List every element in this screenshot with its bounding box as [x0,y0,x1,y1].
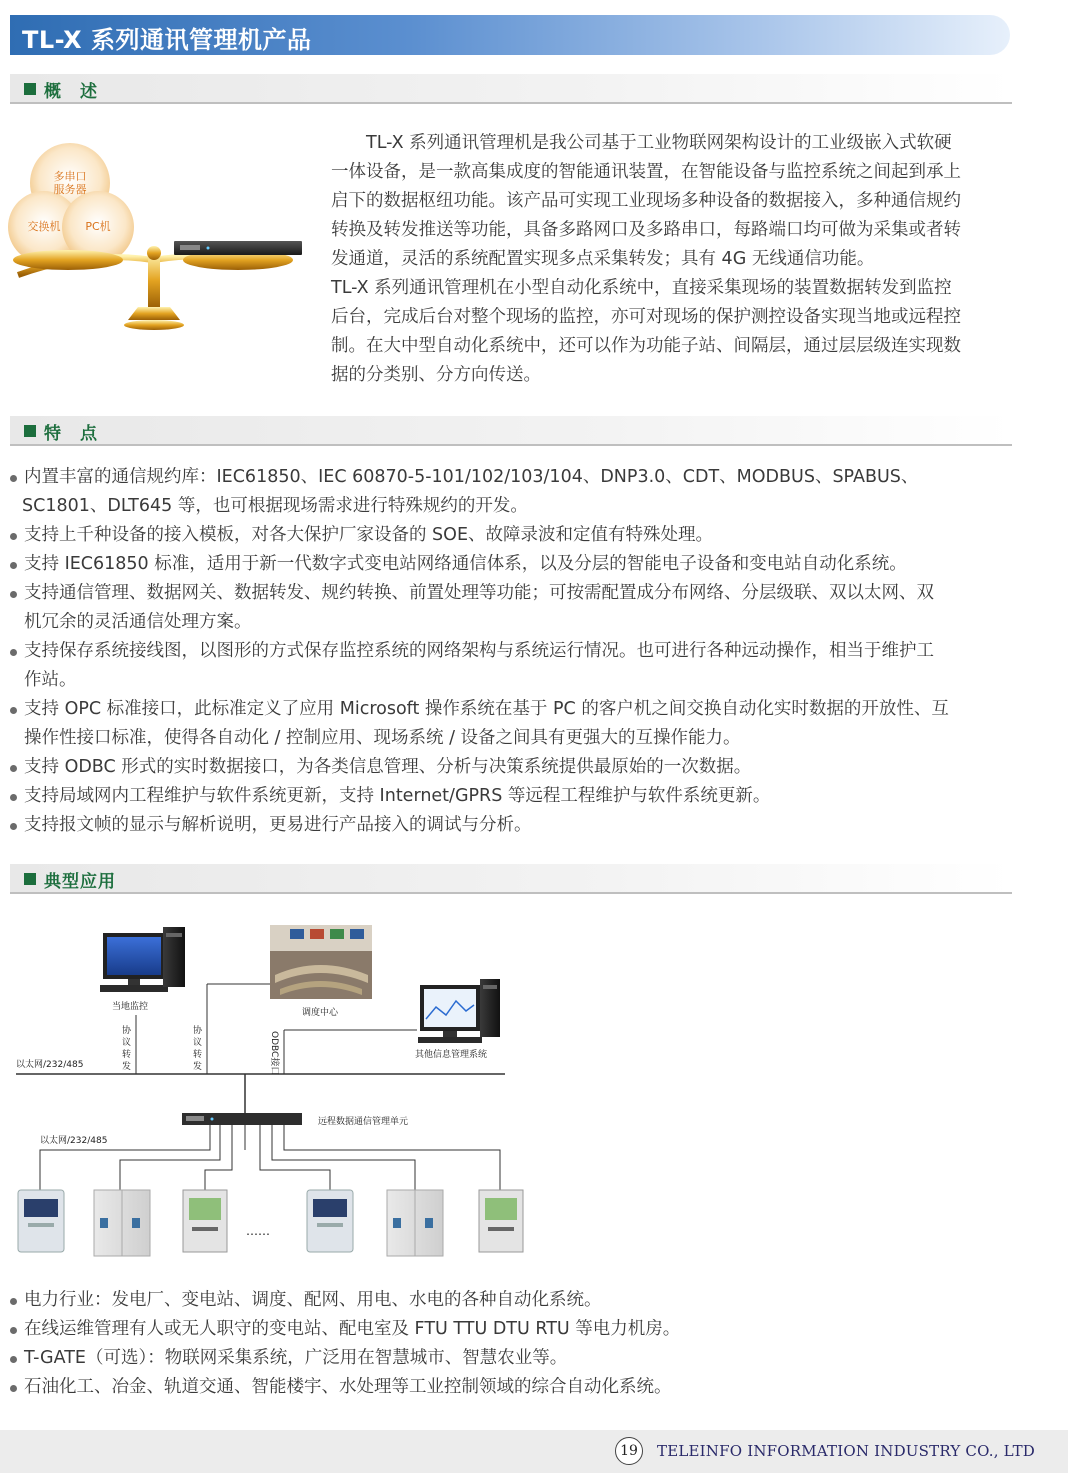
label-ethernet-bottom: 以太网/232/485 [40,1136,108,1146]
balance-pan-left [13,250,123,270]
feature-line: 内置丰富的通信规约库：IEC61850、IEC 60870-5-101/102/103/104、DNP3.0、CDT、MODBUS、SPABUS、 [24,467,919,487]
page-number: 19 [615,1437,643,1465]
feature-item [10,637,1015,695]
overview-line: 据的分类别、分方向传送。 [331,365,541,385]
meter-device-2 [307,1190,353,1252]
section-heading-label: 特 点 [44,424,98,444]
overview-paragraph [331,129,1021,390]
label-ethernet-top: 以太网/232/485 [16,1060,84,1070]
company-name: TELEINFO INFORMATION INDUSTRY CO., LTD [657,1442,1036,1460]
branch-meter-2 [260,1125,330,1190]
other-info-system-computer [418,979,500,1043]
section-heading-features [10,416,1012,446]
application-item: 电力行业：发电厂、变电站、调度、配网、用电、水电的各种自动化系统。 [10,1286,1015,1315]
page-footer [0,1430,1068,1473]
overview-line: 转换及转发推送等功能，具备多路网口及多路串口，每路端口均可做为采集或者转 [331,220,961,240]
section-square-icon [24,873,36,885]
applications-list [10,1286,1015,1402]
label-protocol-forward-2: 协议转发 [193,1026,203,1072]
devices-ellipsis: …… [246,1224,270,1238]
overview-line: 制。在大中型自动化系统中，还可以作为功能子站、间隔层，通过层层级连实现数 [331,336,961,356]
feature-line: 机冗余的灵活通信处理方案。 [24,612,252,632]
local-monitor-computer [100,927,185,992]
cabinet-device-2 [387,1190,443,1256]
feature-item [10,753,1015,782]
feature-line: 支持 ODBC 形式的实时数据接口，为各类信息管理、分析与决策系统提供最原始的一次数据。 [24,757,752,777]
section-heading-label: 典型应用 [44,872,116,892]
section-heading-overview [10,74,1012,104]
feature-item [10,811,1015,840]
cabinet-device-1 [94,1190,150,1256]
application-item: 石油化工、冶金、轨道交通、智能楼宇、水处理等工业控制领域的综合自动化系统。 [10,1373,1015,1402]
overview-line: 后台，完成后台对整个现场的监控，亦可对现场的保护测控设备实现当地或远程控 [331,307,961,327]
label-other-info-system: 其他信息管理系统 [415,1050,488,1060]
label-remote-unit: 远程数据通信管理单元 [318,1117,409,1127]
feature-line: 支持 IEC61850 标准，适用于新一代数字式变电站网络通信体系，以及分层的智能电子设备和变电站自动化系统。 [24,554,907,574]
network-diagram [0,915,540,1265]
overview-line: 发通道，灵活的系统配置实现多点采集转发；具有 4G 无线通信功能。 [331,249,875,269]
application-item: 在线运维管理有人或无人职守的变电站、配电室及 FTU TTU DTU RTU 等电力机房。 [10,1315,1015,1344]
page-title-bar [10,15,1010,55]
balance-knob [147,246,161,260]
overview-line: TL-X 系列通讯管理机是我公司基于工业物联网架构设计的工业级嵌入式软硬 [331,133,952,153]
dispatch-center-photo [270,925,372,999]
rack-device-panel [180,245,200,250]
label-local-monitor: 当地监控 [112,1002,149,1012]
overview-balance-graphic [8,135,308,335]
balance-base [128,307,180,320]
feature-line: 支持 OPC 标准接口，此标准定义了应用 Microsoft 操作系统在基于 PC 的客户机之间交换自动化实时数据的开放性、互 [24,699,949,719]
remote-unit-device [182,1113,302,1125]
branch-terminal-1 [205,1125,232,1190]
graphic-label-server-2: 服务器 [53,183,87,196]
terminal-device-2 [479,1190,523,1252]
feature-line: 支持报文帧的显示与解析说明，更易进行产品接入的调试与分析。 [24,815,532,835]
page-title: TL-X 系列通讯管理机产品 [22,26,312,54]
feature-line: 支持局域网内工程维护与软件系统更新，支持 Internet/GPRS 等远程工程维护与软件系统更新。 [24,786,771,806]
overview-line: TL-X 系列通讯管理机在小型自动化系统中，直接采集现场的装置数据转发到监控 [331,278,952,298]
feature-line: 操作性接口标准，使得各自动化 / 控制应用、现场系统 / 设备之间具有更强大的互操作能力。 [24,728,741,748]
application-item: T-GATE（可选）：物联网采集系统，广泛用在智慧城市、智慧农业等。 [10,1344,1015,1373]
feature-line: 支持保存系统接线图，以图形的方式保存监控系统的网络架构与系统运行情况。也可进行各种远动操作，相当于维护工 [24,641,934,661]
feature-line: 支持通信管理、数据网关、数据转发、规约转换、前置处理等功能；可按需配置成分布网络、分层级联、双以太网、双 [24,583,934,603]
label-dispatch-center: 调度中心 [302,1008,339,1018]
graphic-label-pc: PC机 [85,220,111,233]
feature-line: 支持上千种设备的接入模板，对各大保护厂家设备的 SOE、故障录波和定值有特殊处理。 [24,525,713,545]
label-odbc-port: ODBC接口 [269,1031,279,1076]
feature-line: 作站。 [24,670,77,690]
feature-item [10,521,1015,550]
section-heading-applications [10,864,1012,894]
feature-item [10,782,1015,811]
graphic-label-switch: 交换机 [27,220,61,233]
feature-item [10,695,1015,753]
features-list [10,463,1015,840]
section-square-icon [24,425,36,437]
feature-line: SC1801、DLT645 等，也可根据现场需求进行特殊规约的开发。 [22,496,528,516]
terminal-device-1 [183,1190,227,1252]
rack-device-led [207,247,210,250]
balance-foot [124,320,184,330]
feature-item [10,463,1015,521]
section-heading-label: 概 述 [44,82,98,102]
meter-device-1 [18,1190,64,1252]
section-square-icon [24,83,36,95]
feature-item [10,579,1015,637]
overview-line: 一体设备，是一款高集成度的智能通讯装置，在智能设备与监控系统之间起到承上 [331,162,961,182]
branch-cabinet-2 [272,1125,415,1190]
balance-stand [148,253,160,308]
graphic-label-server-1: 多串口 [53,170,87,183]
overview-line: 启下的数据枢纽功能。该产品可实现工业现场多种设备的数据接入，多种通信规约 [331,191,961,211]
branch-meter-1 [40,1125,210,1190]
feature-item [10,550,1015,579]
label-protocol-forward-1: 协议转发 [122,1026,132,1072]
branch-terminal-2 [284,1125,500,1190]
